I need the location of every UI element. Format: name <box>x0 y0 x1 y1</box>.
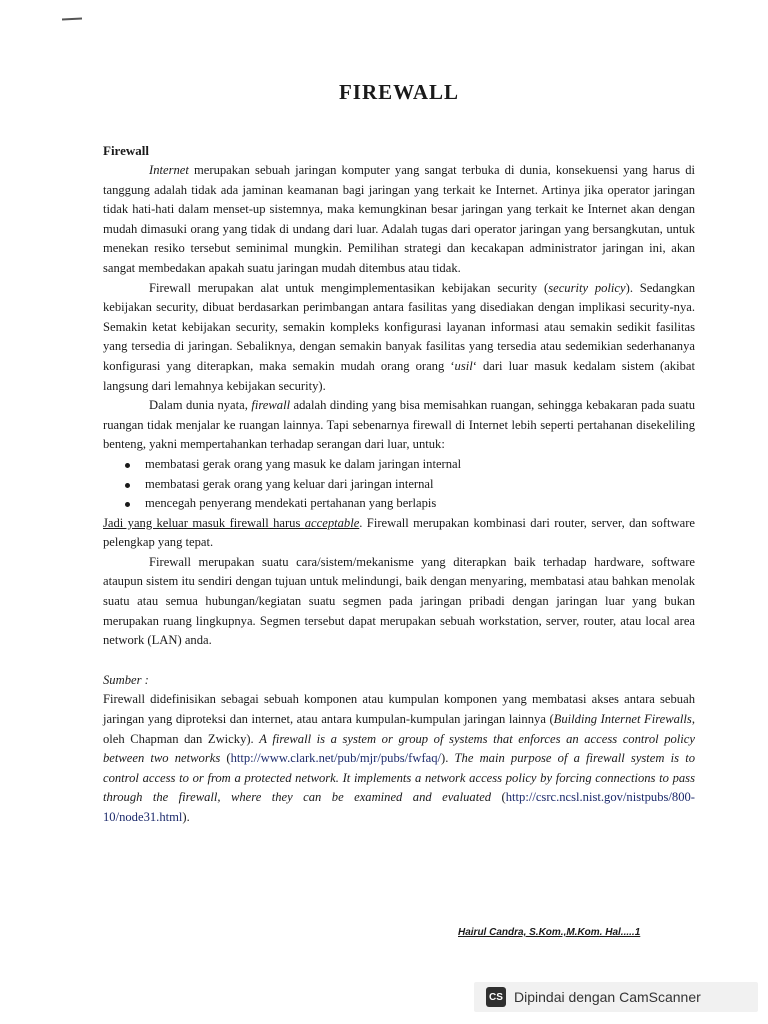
camscanner-watermark <box>474 982 758 1012</box>
p6-text-g: ). <box>441 751 455 766</box>
p6-text-e: ( <box>220 751 231 766</box>
paragraph-5: Firewall merupakan suatu cara/sistem/mekanisme yang diterapkan baik terhadap hardware, software ataupun sistem itu sendiri dengan tujuan untuk melindungi, baik dengan menyaring, membatasi atau bahkan menolak suatu atau semua hubungan/kegiatan suatu segmen pada jaringan pribadi dengan jaringan luar yang bukan merupakan ruang lingkupnya. Segmen tersebut dapat merupakan sebuah workstation, server, router, atau local area network (LAN) anda. <box>103 554 695 648</box>
p4-text-c: . Firewall merupakan kombinasi dari router, server, dan software pelengkap yang tepat. <box>103 515 695 550</box>
p4-text-a: Jadi yang keluar masuk firewall harus <box>103 515 305 530</box>
camscanner-label: Dipindai dengan CamScanner <box>514 989 701 1005</box>
page-footer: Hairul Candra, S.Kom.,M.Kom. Hal.....1 <box>458 927 641 938</box>
paragraph-3 <box>103 396 695 455</box>
p6-text-i: ( <box>491 790 506 805</box>
sumber-heading: Sumber : <box>103 672 149 687</box>
p2-text-a: Firewall merupakan alat untuk mengimplementasikan kebijakan security ( <box>149 280 549 295</box>
paragraph-4 <box>103 514 695 553</box>
paragraph-6 <box>103 690 695 827</box>
p2-italic-security-policy: security policy <box>548 280 626 295</box>
list-item: membatasi gerak orang yang masuk ke dalam jaringan internal <box>125 455 695 475</box>
section-heading: Firewall <box>103 143 149 158</box>
p6-italic-quote-2: The main purpose of a firewall system is to control access to or from a protected network. It implements a network access policy by forcing connections to pass through the firewall, where they can be examined and evaluated <box>103 751 695 805</box>
p6-italic-book-title: Building Internet Firewalls <box>553 712 692 727</box>
p6-link-clark[interactable]: http://www.clark.net/pub/mjr/pubs/fwfaq/ <box>230 751 442 766</box>
list-item: mencegah penyerang mendekati pertahanan yang berlapis <box>125 494 695 514</box>
p6-text-k: ). <box>182 810 190 824</box>
document-title: FIREWALL <box>338 80 460 104</box>
bullet-list <box>103 455 695 514</box>
p4-underlined <box>103 516 359 530</box>
paragraph-1 <box>103 161 695 279</box>
p6-text-a: Firewall didefinisikan sebagai sebuah komponen atau kumpulan komponen yang membatasi akses antara sebuah jaringan yang diproteksi dan internet, atau antara kumpulan-kumpulan jaringan lainnya ( <box>103 692 695 727</box>
paragraph-2 <box>103 279 695 397</box>
p1-lead: Internet <box>149 163 189 177</box>
p4-italic-acceptable: acceptable <box>304 515 360 530</box>
scan-artifact-mark <box>62 17 82 20</box>
p2-text-c: ). Sedangkan kebijakan security, dibuat berdasarkan perimbangan antara fasilitas yang disediakan dengan implikasi security-nya. Semakin ketat kebijakan security, semakin kompleks konfigurasi layanan informasi atau semakin sedikit fasilitas yang tersedia di jaringan. Sebaliknya, dengan semakin banyak fasilitas yang tersedia atau sedemikian sederhananya konfigurasi yang diterapkan, maka semakin mudah orang orang ‘ <box>103 280 695 373</box>
camscanner-logo-icon: CS <box>486 987 506 1007</box>
p3-italic-firewall: firewall <box>251 398 291 413</box>
p6-text-c: , oleh Chapman dan Zwicky). <box>103 712 695 746</box>
list-item: membatasi gerak orang yang keluar dari jaringan internal <box>125 475 695 495</box>
p3-text-c: adalah dinding yang bisa memisahkan ruangan, sehingga kebakaran pada suatu ruangan tidak menjalar ke ruangan lainnya. Tapi sebenarnya firewall di Internet lebih seperti pertahanan disekeliling benteng, yakni mempertahankan terhadap serangan dari luar, untuk: <box>103 398 695 452</box>
document-page <box>103 80 695 828</box>
p2-text-e: ‘ dari luar masuk kedalam sistem (akibat langsung dari lemahnya kebijakan security). <box>103 358 695 393</box>
p1-rest: merupakan sebuah jaringan komputer yang sangat terbuka di dunia, konsekuensi yang harus di tanggung adalah tidak ada jaminan keamanan bagi jaringan yang terkait ke Internet. Artinya jika operator jaringan tidak hati-hati dalam menset-up sistemnya, maka kemungkinan besar jaringan yang terkait ke Internet akan dengan mudah dimasuki orang yang tidak di undang dari luar. Adalah tugas dari operator jaringan yang bersangkutan, untuk menekan resiko tersebut seminimal mungkin. Pemilihan strategi dan kecakapan administrator jaringan ini, akan sangat membedakan apakah suatu jaringan mudah ditembus atau tidak. <box>103 163 695 275</box>
p3-text-a: Dalam dunia nyata, <box>149 398 252 413</box>
p6-italic-quote-1: A firewall is a system or group of systems that enforces an access control policy between two networks <box>103 731 695 766</box>
p2-italic-usil: usil <box>454 358 473 373</box>
p6-link-nist[interactable]: http://csrc.ncsl.nist.gov/nistpubs/800-10/node31.html <box>103 790 695 824</box>
